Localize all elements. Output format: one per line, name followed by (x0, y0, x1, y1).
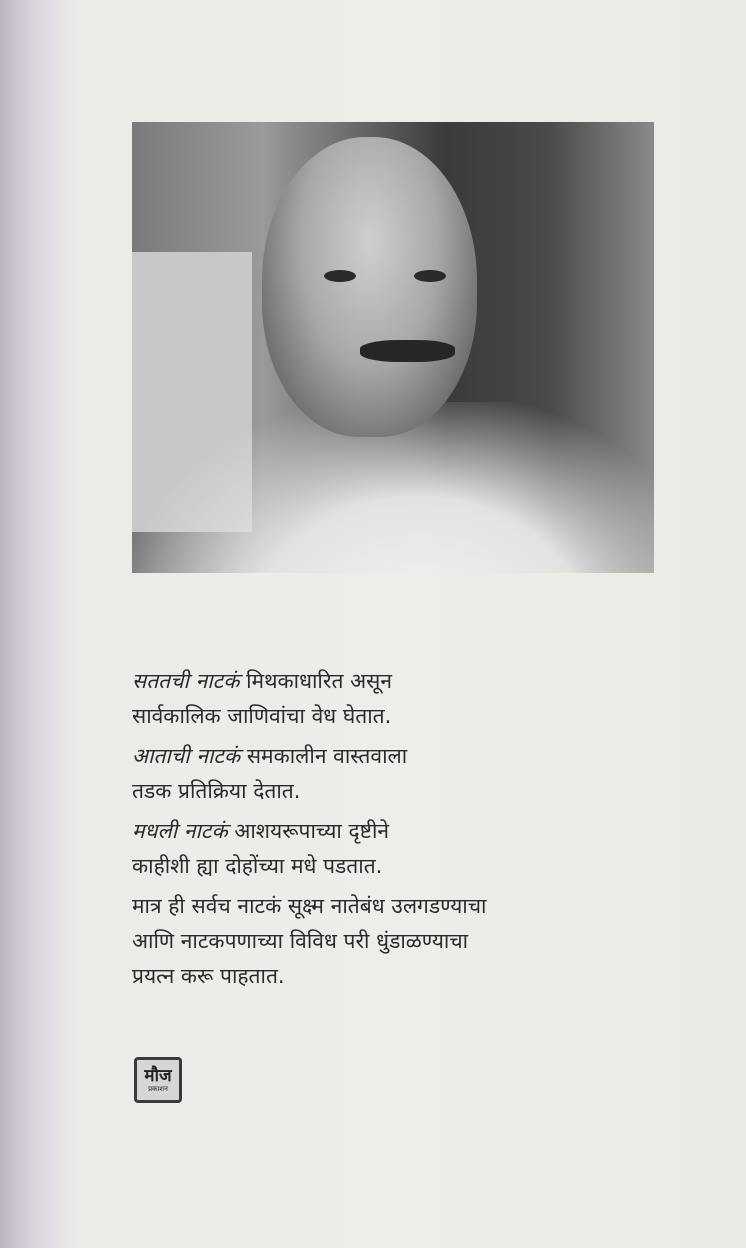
blurb-paragraph (132, 889, 486, 994)
blurb-line (132, 774, 486, 809)
book-spine-edge (0, 0, 70, 1248)
blurb-line-text: समकालीन वास्तवाला (240, 744, 408, 768)
blurb-line (132, 924, 486, 959)
publisher-logo-sub: प्रकाशन (148, 1084, 168, 1093)
blurb-line-text: आणि नाटकपणाच्या विविध परी धुंडाळण्याचा (132, 929, 469, 953)
photo-eye (414, 270, 446, 282)
blurb-line (132, 889, 486, 924)
blurb-line-text: काहीशी ह्या दोहोंच्या मधे पडतात. (132, 854, 383, 878)
photo-eye (324, 270, 356, 282)
blurb-line-text: आशयरूपाच्या दृष्टीने (227, 819, 390, 843)
blurb-line (132, 739, 486, 774)
blurb-line (132, 699, 486, 734)
photo-head (262, 137, 477, 437)
blurb-line-text: तडक प्रतिक्रिया देतात. (132, 779, 301, 803)
blurb-line-text: मिथकाधारित असून (239, 669, 392, 693)
publisher-logo (134, 1057, 182, 1103)
blurb-line-text: मात्र ही सर्वच नाटकं सूक्ष्म नातेबंध उलगडण्याचा (132, 894, 487, 918)
blurb-line (132, 814, 486, 849)
blurb-emphasis: सततची नाटकं (132, 669, 240, 693)
blurb-line (132, 849, 486, 884)
blurb-emphasis: आताची नाटकं (132, 744, 241, 768)
blurb-paragraph (132, 664, 486, 734)
author-photo (132, 122, 654, 573)
blurb-line (132, 959, 486, 994)
publisher-logo-main: मौज (144, 1065, 172, 1086)
blurb-line-text: प्रयत्न करू पाहतात. (132, 964, 285, 988)
blurb-line-text: सार्वकालिक जाणिवांचा वेध घेतात. (132, 704, 392, 728)
photo-moustache (360, 340, 455, 362)
blurb-paragraph (132, 814, 486, 884)
blurb-paragraph (132, 739, 486, 809)
blurb-line (132, 664, 486, 699)
blurb-emphasis: मधली नाटकं (132, 819, 228, 843)
blurb-text (132, 664, 486, 999)
